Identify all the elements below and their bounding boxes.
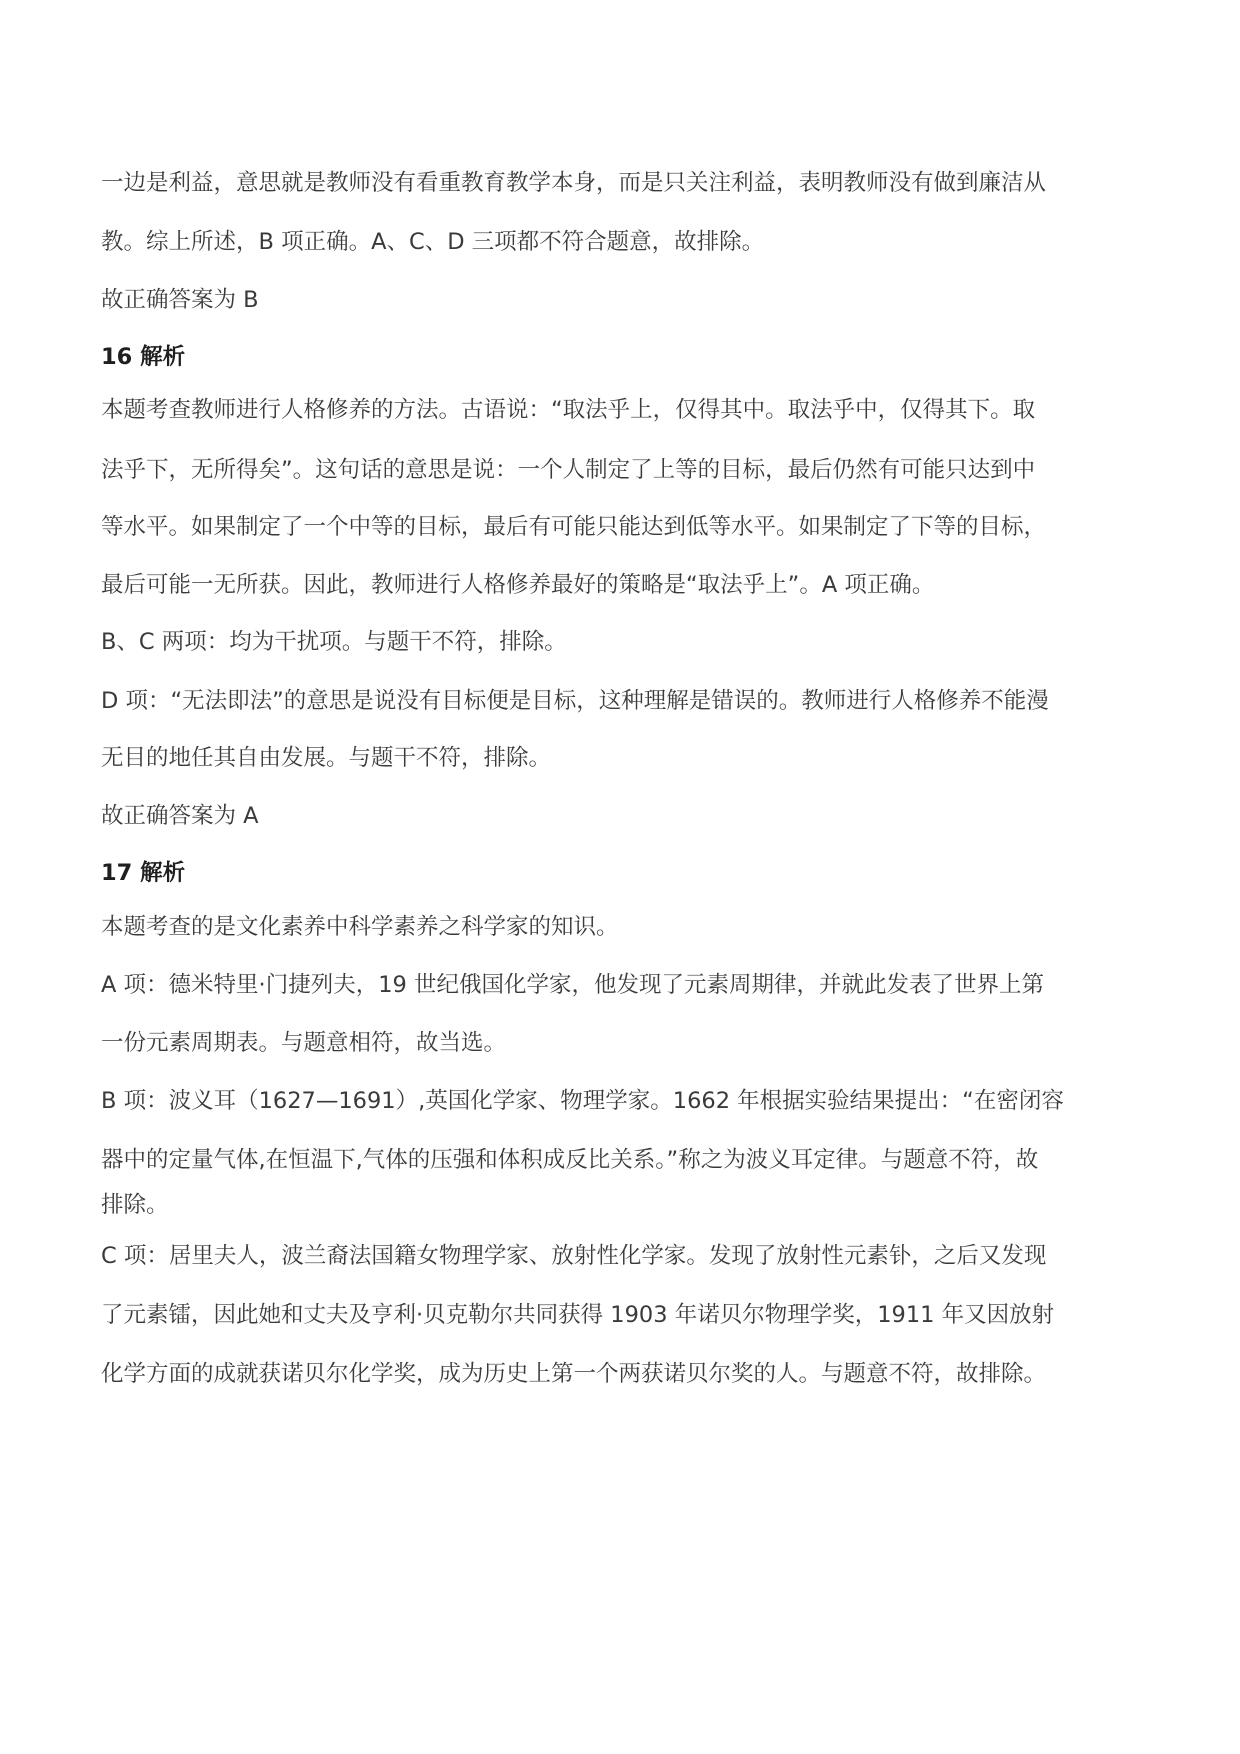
section-heading-17: 17 解析 [101,860,186,886]
text-line: A 项：德米特里·门捷列夫，19 世纪俄国化学家，他发现了元素周期律，并就此发表了世界上第 [101,972,1044,998]
text-line: 了元素镭，因此她和丈夫及亨利·贝克勒尔共同获得 1903 年诺贝尔物理学奖，1911 年又因放射 [101,1302,1055,1328]
text-line: 排除。 [101,1192,169,1218]
text-line: 一份元素周期表。与题意相符，故当选。 [101,1030,507,1056]
text-line: 法乎下，无所得矣”。这句话的意思是说：一个人制定了上等的目标，最后仍然有可能只达到中 [101,457,1036,483]
text-line: 器中的定量气体,在恒温下,气体的压强和体积成反比关系。”称之为波义耳定律。与题意不符，故 [101,1147,1039,1173]
text-line: D 项：“无法即法”的意思是说没有目标便是目标，这种理解是错误的。教师进行人格修养不能漫 [101,688,1049,714]
section-heading-16: 16 解析 [101,344,186,370]
text-line: 本题考查教师进行人格修养的方法。古语说：“取法乎上，仅得其中。取法乎中，仅得其下。取 [101,397,1036,423]
answer-line: 故正确答案为 A [101,803,259,829]
text-line: 本题考查的是文化素养中科学素养之科学家的知识。 [101,914,619,940]
text-line: C 项：居里夫人，波兰裔法国籍女物理学家、放射性化学家。发现了放射性元素钋，之后又发现 [101,1243,1047,1269]
text-line: B 项：波义耳（1627—1691）,英国化学家、物理学家。1662 年根据实验结果提出：“在密闭容 [101,1088,1064,1114]
text-line: 教。综上所述，B 项正确。A、C、D 三项都不符合题意，故排除。 [101,229,765,255]
text-line: 最后可能一无所获。因此，教师进行人格修养最好的策略是“取法乎上”。A 项正确。 [101,572,935,598]
text-line: B、C 两项：均为干扰项。与题干不符，排除。 [101,629,567,655]
text-line: 一边是利益，意思就是教师没有看重教育教学本身，而是只关注利益，表明教师没有做到廉洁从 [101,170,1047,196]
text-line: 等水平。如果制定了一个中等的目标，最后有可能只能达到低等水平。如果制定了下等的目标， [101,514,1047,540]
text-line: 化学方面的成就获诺贝尔化学奖，成为历史上第一个两获诺贝尔奖的人。与题意不符，故排除。 [101,1361,1047,1387]
text-line: 无目的地任其自由发展。与题干不符，排除。 [101,745,552,771]
answer-line: 故正确答案为 B [101,287,259,313]
